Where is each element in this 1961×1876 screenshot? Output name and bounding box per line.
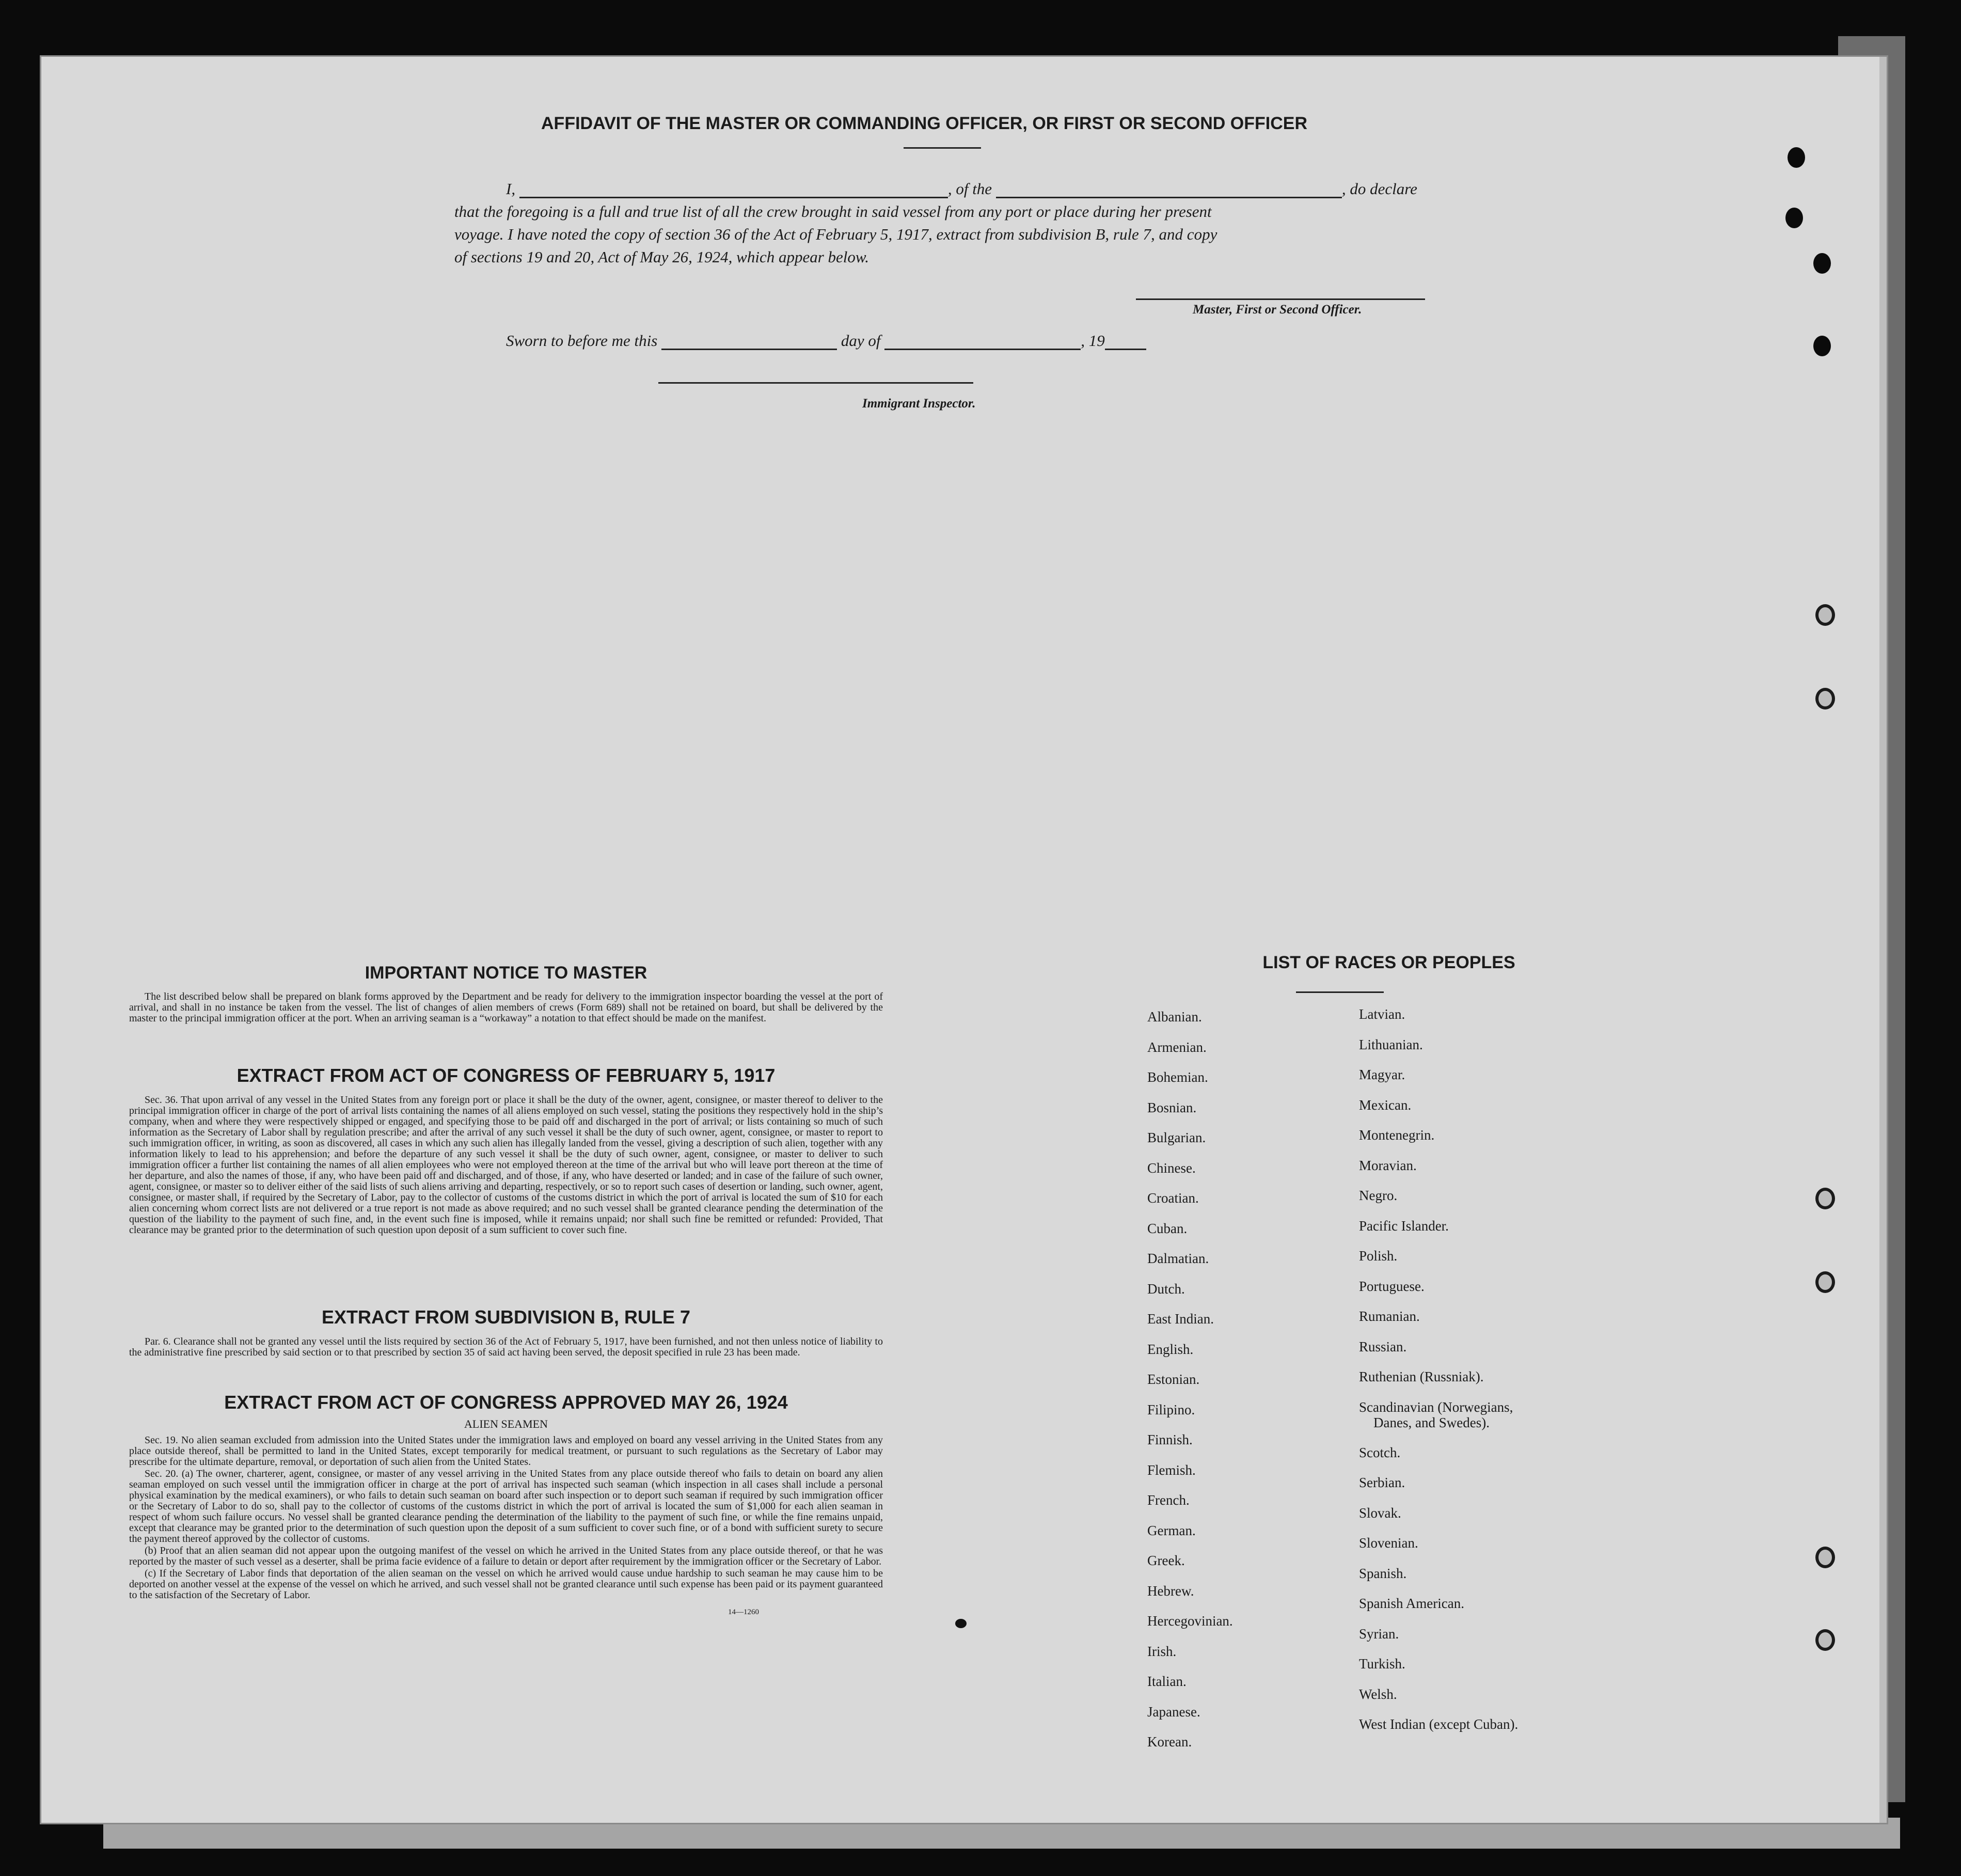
alien-seamen-subtitle: ALIEN SEAMEN xyxy=(464,1417,548,1430)
binder-hole-icon xyxy=(1815,1271,1835,1293)
master-signature-line[interactable] xyxy=(1136,298,1425,300)
sec20a-body: Sec. 20. (a) The owner, charterer, agent, consignee, or master of any vessel arriving in the United States from any place outside thereof who fails to detain on board any alien seaman employed on such vessel until the immigration officer in charge at the port of arrival has inspected such seaman (which inspection in all cases shall include a personal physical examination by the medical examiners), or who fails to detain such seaman on board after such inspection or to deport such seaman if required by such immigration officer or the Secretary of Labor to do so, shall pay to the collector of customs of the customs district in which the port of arrival is located the sum of $1,000 for each alien seaman in respect of whom such failure occurs. No vessel shall be granted clearance pending the determination of the liability to the payment of such fine, or while the fine remains unpaid, except that clearance may be granted prior to the determination of such question upon the deposit of a sum sufficient to cover such fine, or of a bond with sufficient surety to secure the payment thereof approved by the collector of customs. xyxy=(129,1468,883,1544)
sec19-body: Sec. 19. No alien seaman excluded from admission into the United States under the immigration laws and employed on board any vessel arriving in the United States from any place outside thereof, shall be permitted to land in the United States, except temporarily for medical treatment, or pursuant to such regulations as the Secretary of Labor may prescribe for the ultimate departure, removal, or deportation of such alien from the United States. xyxy=(129,1434,883,1468)
form-number: 14—1260 xyxy=(728,1608,759,1616)
race-item: Turkish. xyxy=(1359,1656,1405,1672)
name-field[interactable] xyxy=(519,192,948,198)
day-of-label: day of xyxy=(841,332,881,350)
race-item: Welsh. xyxy=(1359,1686,1397,1702)
sworn-day-field[interactable] xyxy=(661,343,837,350)
inspector-signature-line[interactable] xyxy=(658,382,973,384)
race-item: East Indian. xyxy=(1147,1311,1214,1327)
extract-1917-body: Sec. 36. That upon arrival of any vessel in the United States from any foreign port or place it shall be the duty of the owner, agent, consignee, or master thereof to deliver to the principal immigration officer in charge of the port of arrival lists containing the names of all aliens employed on such vessel, stating the positions they respectively hold in the ship’s company, when and where they were respectively shipped or engaged, and specifying those to be paid off and discharged in the port of arrival; or lists containing so much of such information as the Secretary of Labor shall by regulation prescribe; and after the arrival of any such vessel it shall be the duty of such owner, agent, consignee, or master to report to such immigration officer, in writing, as soon as discovered, all cases in which any such alien has illegally landed from the vessel, giving a description of such alien, together with any information likely to lead to his apprehension; and before the departure of any such vessel it shall be the duty of such owner, agent, consignee, or master to deliver to such immigration officer a further list containing the names of all alien employees who were not employed thereon at the time of the arrival but who will leave port thereon at the time of her departure, and also the names of those, if any, who have been paid off and discharged, and of those, if any, who have deserted or landed; and in case of the failure of such owner, agent, consignee, or master so to deliver either of the said lists of such aliens arriving and departing, respectively, or so to report such cases of desertion or landing, such owner, agent, consignee, or master shall, if required by the Secretary of Labor, pay to the collector of customs of the customs district in which the port of arrival is located the sum of $10 for each alien concerning whom correct lists are not delivered or a true report is not made as above required; and no such vessel shall be granted clearance pending the determination of the question of the liability to the payment of such fine, and, in the event such fine is imposed, while it remains unpaid; nor shall such fine be remitted or refunded: Provided, That clearance may be granted prior to the determination of such question upon deposit of a sum sufficient to cover such fine. xyxy=(129,1094,883,1236)
race-item: Spanish. xyxy=(1359,1565,1407,1581)
race-item: Mexican. xyxy=(1359,1097,1412,1113)
do-declare-label: , do declare xyxy=(1341,180,1417,198)
race-item: Japanese. xyxy=(1147,1704,1200,1720)
race-item: Estonian. xyxy=(1147,1371,1200,1387)
binder-hole-icon xyxy=(1813,253,1831,274)
sworn-line xyxy=(506,332,1146,350)
race-item: Armenian. xyxy=(1147,1039,1207,1055)
race-item: Slovenian. xyxy=(1359,1535,1418,1551)
master-signature-caption: Master, First or Second Officer. xyxy=(1193,303,1362,317)
race-item: Bohemian. xyxy=(1147,1069,1208,1085)
race-item: Lithuanian. xyxy=(1359,1036,1423,1052)
race-item: Slovak. xyxy=(1359,1505,1401,1521)
form-sheet xyxy=(41,57,1887,1823)
notice-body: The list described below shall be prepared on blank forms approved by the Department and be ready for delivery to the immigration inspector boarding the vessel at the port of arrival, and shall in no instance be taken from the vessel. The list of changes of alien members of crews (Form 689) shall not be retained on board, but shall be delivered by the master to the principal immigration officer at the port. When an arriving seaman is a “workaway” a notation to that effect should be made on the manifest. xyxy=(129,991,883,1024)
binder-hole-icon xyxy=(1815,688,1835,710)
race-item: Cuban. xyxy=(1147,1220,1188,1236)
race-item: Dutch. xyxy=(1147,1281,1185,1297)
race-item: Serbian. xyxy=(1359,1475,1405,1490)
race-item: Spanish American. xyxy=(1359,1596,1464,1611)
binder-hole-icon xyxy=(1815,1547,1835,1568)
race-item: Montenegrin. xyxy=(1359,1127,1435,1143)
race-item: Pacific Islander. xyxy=(1359,1218,1449,1234)
races-title: LIST OF RACES OR PEOPLES xyxy=(1262,953,1515,972)
extract-1917-title: EXTRACT FROM ACT OF CONGRESS OF FEBRUARY 5, 1917 xyxy=(236,1065,776,1086)
sworn-label: Sworn to before me this xyxy=(506,332,658,350)
extract-1917-section xyxy=(119,1065,893,1236)
rule7-section xyxy=(119,1306,893,1358)
race-item: Bulgarian. xyxy=(1147,1130,1206,1145)
race-item: West Indian (except Cuban). xyxy=(1359,1716,1519,1732)
of-the-label: , of the xyxy=(947,180,992,198)
race-item: Korean. xyxy=(1147,1734,1192,1749)
races-title-underline xyxy=(1296,991,1384,993)
extract-1924-section xyxy=(119,1392,893,1617)
binder-hole-icon xyxy=(1815,1629,1835,1651)
race-item: Hebrew. xyxy=(1147,1583,1194,1599)
binder-hole-icon xyxy=(1785,208,1803,228)
sec20b-body: (b) Proof that an alien seaman did not appear upon the outgoing manifest of the vessel on which he arrived in the United States from any place outside thereof, or that he was reported by the master of such vessel as a deserter, shall be prima facie evidence of a failure to detain or deport after requirement by the immigration officer or the Secretary of Labor. xyxy=(129,1545,883,1567)
binder-hole-icon xyxy=(1813,336,1831,356)
race-item: Scandinavian (Norwegians, xyxy=(1359,1399,1513,1415)
binder-hole-icon xyxy=(1815,1188,1835,1209)
rule7-title: EXTRACT FROM SUBDIVISION B, RULE 7 xyxy=(321,1306,691,1328)
race-item: Hercegovinian. xyxy=(1147,1613,1233,1629)
races-column-2 xyxy=(1359,999,1518,1740)
affidavit-title: AFFIDAVIT OF THE MASTER OR COMMANDING OFFICER, OR FIRST OR SECOND OFFICER xyxy=(541,114,1307,133)
race-item: Italian. xyxy=(1147,1674,1187,1689)
title-underline xyxy=(904,147,981,149)
notice-title: IMPORTANT NOTICE TO MASTER xyxy=(365,963,647,983)
declare-line xyxy=(506,180,1417,198)
race-item: Croatian. xyxy=(1147,1190,1199,1206)
race-item: Russian. xyxy=(1359,1338,1407,1354)
year-label: , 19 xyxy=(1081,332,1105,350)
races-section xyxy=(1136,953,1642,973)
race-item: Rumanian. xyxy=(1359,1309,1420,1324)
race-item: Albanian. xyxy=(1147,1009,1202,1024)
race-item: Scotch. xyxy=(1359,1444,1401,1460)
race-item: Chinese. xyxy=(1147,1160,1196,1176)
race-item: Bosnian. xyxy=(1147,1099,1197,1115)
race-item: Syrian. xyxy=(1359,1626,1399,1642)
i-label: I, xyxy=(506,180,516,198)
race-item: Finnish. xyxy=(1147,1432,1193,1447)
rule7-body: Par. 6. Clearance shall not be granted any vessel until the lists required by section 36 of the Act of February 5, 1917, have been furnished, and not then unless notice of liability to the administrative fine prescribed by said section or to that prescribed by section 35 of said act having been served, the deposit specified in rule 23 has been made. xyxy=(129,1336,883,1358)
race-item: Negro. xyxy=(1359,1188,1398,1203)
declare-text-4: of sections 19 and 20, Act of May 26, 1924, which appear below. xyxy=(454,248,869,266)
races-column-1 xyxy=(1147,1002,1233,1757)
sworn-year-field[interactable] xyxy=(1105,343,1146,350)
race-item: Danes, and Swedes). xyxy=(1373,1414,1490,1430)
ink-blot xyxy=(955,1619,967,1628)
vessel-field[interactable] xyxy=(996,192,1342,198)
race-item: Flemish. xyxy=(1147,1462,1196,1478)
declare-text-2: that the foregoing is a full and true list of all the crew brought in said vessel from any port or place during her present xyxy=(454,202,1212,220)
sworn-month-field[interactable] xyxy=(884,343,1081,350)
race-item: Dalmatian. xyxy=(1147,1251,1209,1266)
race-item: Irish. xyxy=(1147,1643,1177,1659)
binder-hole-icon xyxy=(1788,147,1805,168)
notice-section xyxy=(119,963,893,1024)
race-item: Latvian. xyxy=(1359,1006,1405,1022)
binder-hole-icon xyxy=(1815,604,1835,626)
race-item: Moravian. xyxy=(1359,1157,1417,1173)
sec20c-body: (c) If the Secretary of Labor finds that deportation of the alien seaman on the vessel on which he arrived would cause undue hardship to such seaman he may cause him to be deported on another vessel at the expense of the vessel on which he arrived, and such vessel shall not be granted clearance until such expense has been paid or its payment guaranteed to the satisfaction of the Secretary of Labor. xyxy=(129,1568,883,1601)
declare-text-3: voyage. I have noted the copy of section 36 of the Act of February 5, 1917, extract from subdivision B, rule 7, and copy xyxy=(454,225,1217,243)
race-item: Ruthenian (Russniak). xyxy=(1359,1369,1484,1384)
race-item: Portuguese. xyxy=(1359,1278,1425,1294)
race-item: Magyar. xyxy=(1359,1067,1405,1082)
race-item: Filipino. xyxy=(1147,1401,1195,1417)
affidavit-section xyxy=(41,114,1807,134)
race-item: Greek. xyxy=(1147,1553,1185,1568)
race-item: German. xyxy=(1147,1522,1196,1538)
race-item: English. xyxy=(1147,1341,1194,1357)
race-item: Polish. xyxy=(1359,1248,1398,1264)
inspector-caption: Immigrant Inspector. xyxy=(862,397,976,411)
race-item: French. xyxy=(1147,1492,1190,1508)
extract-1924-title: EXTRACT FROM ACT OF CONGRESS APPROVED MAY 26, 1924 xyxy=(224,1392,788,1413)
